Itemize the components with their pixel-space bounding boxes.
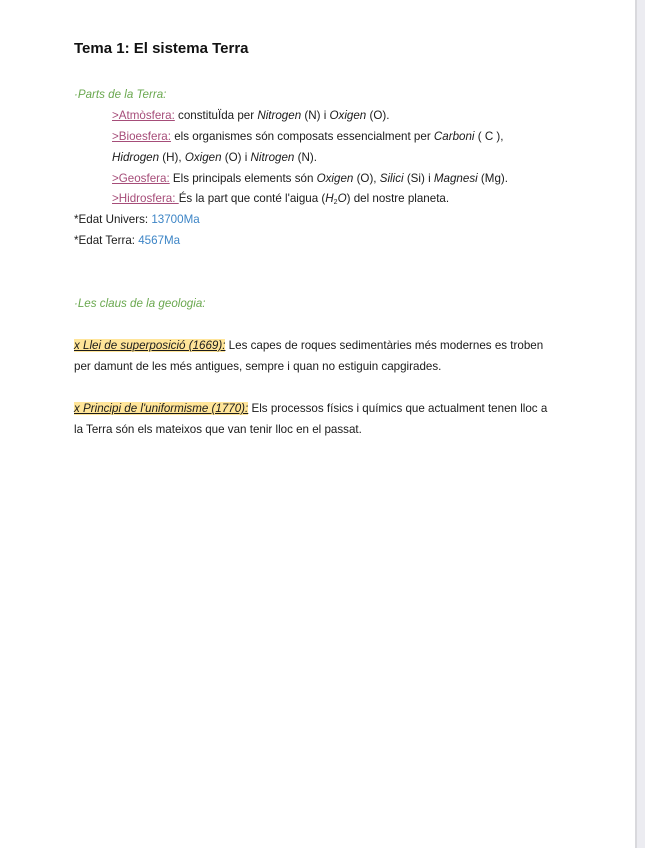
text: (Si) i bbox=[403, 172, 434, 185]
text: (N). bbox=[294, 151, 317, 164]
law-text: Les capes de roques sedimentàries més modernes es troben bbox=[225, 339, 544, 352]
link-geosfera[interactable]: >Geosfera: bbox=[112, 172, 170, 185]
age-label: *Edat Univers: bbox=[74, 213, 152, 226]
text: constituÏda per bbox=[174, 109, 258, 122]
list-item-hidrosfera bbox=[112, 192, 449, 206]
text: (Mg). bbox=[477, 172, 508, 185]
text: (N) i bbox=[301, 109, 330, 122]
text: (H), bbox=[159, 151, 185, 164]
age-earth bbox=[74, 234, 180, 248]
law-superposition-line1 bbox=[74, 339, 543, 353]
term-oxigen: Oxigen bbox=[329, 109, 367, 122]
formula-o: O bbox=[337, 192, 347, 205]
link-atmosfera[interactable]: >Atmòsfera: bbox=[112, 109, 175, 122]
term-silici: Silici bbox=[379, 172, 404, 185]
text: És la part que conté l'aigua ( bbox=[178, 192, 326, 205]
section-heading-geology: ·Les claus de la geologia: bbox=[74, 297, 206, 310]
list-item-bioesfera bbox=[112, 130, 504, 144]
law-superposition-line2: per damunt de les més antigues, sempre i quan no estiguin capgirades. bbox=[74, 360, 442, 373]
text: ( C ), bbox=[474, 130, 504, 143]
law-uniformism-line2: la Terra són els mateixos que van tenir lloc en el passat. bbox=[74, 423, 362, 436]
term-magnesi: Magnesi bbox=[433, 172, 478, 185]
age-universe bbox=[74, 213, 200, 227]
text: (O), bbox=[353, 172, 380, 185]
page-edge-scrollbar[interactable] bbox=[635, 0, 645, 848]
age-value: 4567Ma bbox=[138, 234, 181, 247]
text: (O). bbox=[366, 109, 390, 122]
list-item-bioesfera-continuation bbox=[112, 151, 317, 165]
link-hidrosfera[interactable]: >Hidrosfera: bbox=[112, 192, 179, 205]
term-hidrogen: Hidrogen bbox=[112, 151, 160, 164]
law-text: Els processos físics i químics que actualment tenen lloc a bbox=[248, 402, 548, 415]
link-bioesfera[interactable]: >Bioesfera: bbox=[112, 130, 171, 143]
age-label: *Edat Terra: bbox=[74, 234, 139, 247]
list-item-geosfera bbox=[112, 172, 508, 186]
formula-subscript: 2 bbox=[333, 199, 338, 206]
text: ) del nostre planeta. bbox=[346, 192, 450, 205]
term-oxigen: Oxigen bbox=[184, 151, 222, 164]
law-name-highlight: x Llei de superposició (1669): bbox=[74, 339, 226, 352]
age-value: 13700Ma bbox=[151, 213, 200, 226]
text: els organismes són composats essencialment per bbox=[170, 130, 434, 143]
law-uniformism-line1 bbox=[74, 402, 547, 416]
document-title: Tema 1: El sistema Terra bbox=[74, 40, 249, 57]
term-oxigen: Oxigen bbox=[316, 172, 354, 185]
list-item-atmosfera bbox=[112, 109, 389, 123]
section-heading-parts: ·Parts de la Terra: bbox=[74, 88, 167, 101]
text: Els principals elements són bbox=[169, 172, 317, 185]
formula-h: H bbox=[325, 192, 334, 205]
law-name-highlight: x Principi de l'uniformisme (1770): bbox=[74, 402, 249, 415]
term-carboni: Carboni bbox=[433, 130, 475, 143]
term-nitrogen: Nitrogen bbox=[250, 151, 295, 164]
text: (O) i bbox=[221, 151, 251, 164]
term-nitrogen: Nitrogen bbox=[257, 109, 302, 122]
